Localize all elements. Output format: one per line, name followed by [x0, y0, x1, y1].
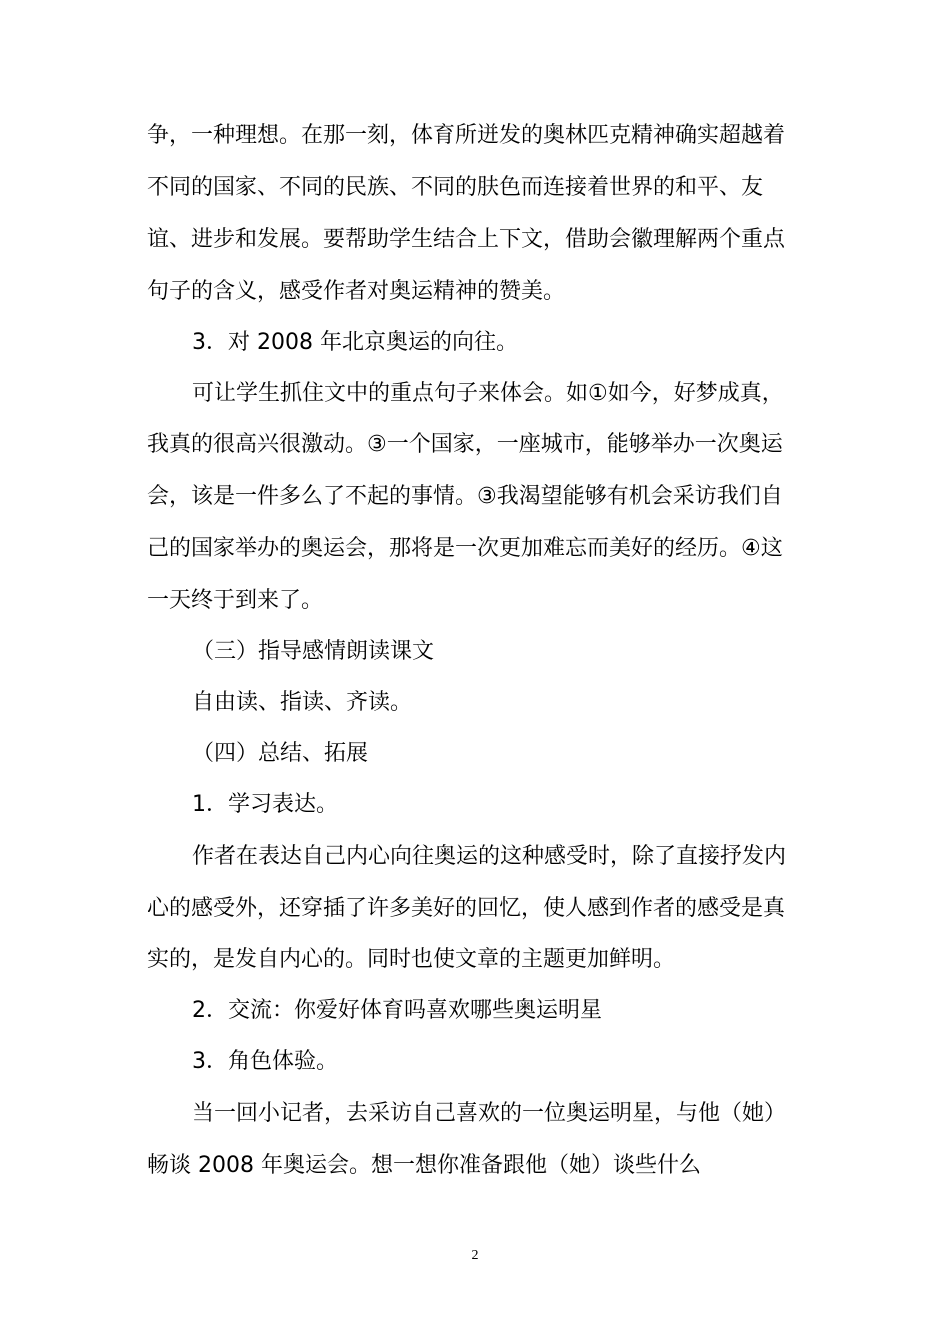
- page-number: 2: [471, 1248, 479, 1263]
- text-line: 一天终于到来了。: [147, 588, 324, 613]
- text-line: 1．学习表达。: [192, 792, 338, 817]
- text-line: 争，一种理想。在那一刻，体育所迸发的奥林匹克精神确实超越着: [147, 123, 786, 148]
- section-heading: （三）指导感情朗读课文: [192, 639, 435, 664]
- text-line: 作者在表达自己内心向往奥运的这种感受时，除了直接抒发内: [192, 844, 787, 869]
- section-heading: （四）总结、拓展: [192, 741, 369, 766]
- text-line: 不同的国家、不同的民族、不同的肤色而连接着世界的和平、友: [147, 175, 764, 200]
- text-line: 可让学生抓住文中的重点句子来体会。如①如今，好梦成真，: [192, 381, 784, 406]
- text-line: 2．交流：你爱好体育吗喜欢哪些奥运明星: [192, 998, 602, 1023]
- text-line: 3．对 2008 年北京奥运的向往。: [192, 330, 518, 355]
- text-line: 谊、进步和发展。要帮助学生结合上下文，借助会徽理解两个重点: [147, 227, 786, 252]
- text-line: 畅谈 2008 年奥运会。想一想你准备跟他（她）谈些什么: [147, 1153, 701, 1178]
- text-line: 3．角色体验。: [192, 1049, 338, 1074]
- text-line: 会，该是一件多么了不起的事情。③我渴望能够有机会采访我们自: [147, 484, 783, 509]
- text-line: 心的感受外，还穿插了许多美好的回忆，使人感到作者的感受是真: [147, 896, 786, 921]
- text-line: 当一回小记者，去采访自己喜欢的一位奥运明星，与他（她）: [192, 1101, 787, 1126]
- text-line: 己的国家举办的奥运会，那将是一次更加难忘而美好的经历。④这: [147, 536, 783, 561]
- text-line: 句子的含义，感受作者对奥运精神的赞美。: [147, 279, 566, 304]
- text-line: 实的，是发自内心的。同时也使文章的主题更加鲜明。: [147, 947, 676, 972]
- text-line: 自由读、指读、齐读。: [192, 690, 413, 715]
- text-line: 我真的很高兴很激动。③一个国家，一座城市，能够举办一次奥运: [147, 432, 783, 457]
